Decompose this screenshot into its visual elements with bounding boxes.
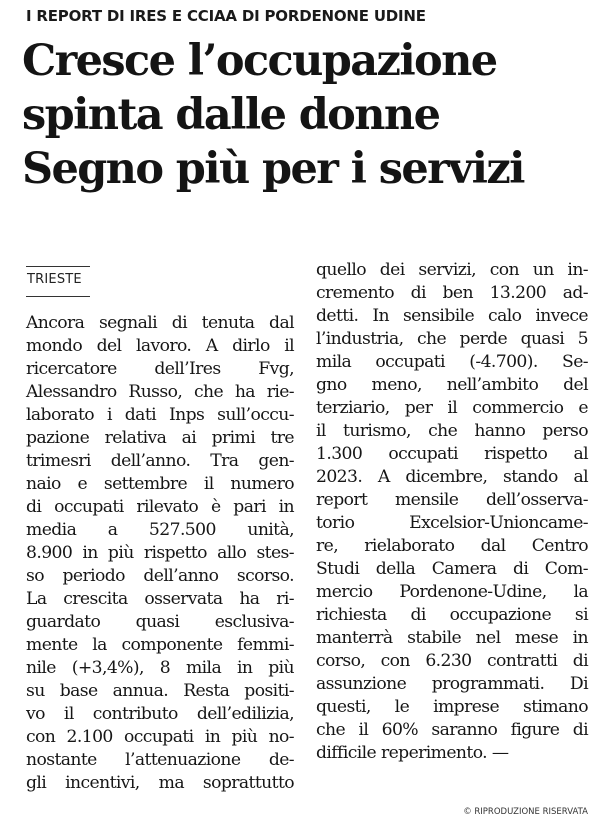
body-line: 2023. A dicembre, stando al: [316, 467, 588, 487]
article-kicker: I REPORT DI IRES E CCIAA DI PORDENONE UDINE: [26, 7, 426, 25]
body-line: detti. In sensibile calo invece: [316, 306, 588, 326]
body-line: re, rielaborato dal Centro: [316, 536, 588, 556]
body-line: Ancora segnali di tenuta dal: [26, 313, 294, 333]
body-line: manterrà stabile nel mese in: [316, 628, 588, 648]
body-line: con 2.100 occupati in più no-: [26, 727, 294, 747]
body-line: gli incentivi, ma soprattutto: [26, 773, 294, 793]
body-line: Alessandro Russo, che ha rie-: [26, 382, 294, 402]
body-line: mondo del lavoro. A dirlo il: [26, 336, 294, 356]
body-line: vo il contributo dell’edilizia,: [26, 704, 294, 724]
dateline-rule-top: [26, 266, 90, 267]
article-column-right: [316, 259, 588, 765]
body-line: ricercatore dell’Ires Fvg,: [26, 359, 294, 379]
body-line: naio e settembre il numero: [26, 474, 294, 494]
body-line: 8.900 in più rispetto allo stes-: [26, 543, 294, 563]
dateline: TRIESTE: [27, 272, 82, 287]
body-line: nostante l’attenuazione de-: [26, 750, 294, 770]
headline-line-2: spinta dalle donne: [22, 90, 440, 140]
body-line: laborato i dati Inps sull’occu-: [26, 405, 294, 425]
body-line: pazione relativa ai primi tre: [26, 428, 294, 448]
body-line: corso, con 6.230 contratti di: [316, 651, 588, 671]
body-line: di occupati rilevato è pari in: [26, 497, 294, 517]
body-line: mila occupati (-4.700). Se-: [316, 352, 588, 372]
body-line: richiesta di occupazione si: [316, 605, 588, 625]
body-line: 1.300 occupati rispetto al: [316, 444, 588, 464]
body-line: mente la componente femmi-: [26, 635, 294, 655]
body-line: so periodo dell’anno scorso.: [26, 566, 294, 586]
body-line: questi, le imprese stimano: [316, 697, 588, 717]
article-headline: [22, 34, 607, 196]
body-line: cremento di ben 13.200 ad-: [316, 283, 588, 303]
body-line: terziario, per il commercio e: [316, 398, 588, 418]
body-line: La crescita osservata ha ri-: [26, 589, 294, 609]
dateline-rule-bottom: [26, 296, 90, 297]
body-line: che il 60% saranno figure di: [316, 720, 588, 740]
body-line: quello dei servizi, con un in-: [316, 260, 588, 280]
body-line: difficile reperimento. —: [316, 743, 509, 763]
body-line: mercio Pordenone-Udine, la: [316, 582, 588, 602]
body-line: guardato quasi esclusiva-: [26, 612, 294, 632]
body-line: su base annua. Resta positi-: [26, 681, 294, 701]
body-line: assunzione programmati. Di: [316, 674, 588, 694]
headline-line-1: Cresce l’occupazione: [22, 36, 497, 86]
body-line: l’industria, che perde quasi 5: [316, 329, 588, 349]
body-line: nile (+3,4%), 8 mila in più: [26, 658, 294, 678]
body-line: media a 527.500 unità,: [26, 520, 294, 540]
body-line: torio Excelsior-Unioncame-: [316, 513, 588, 533]
body-line: trimesri dell’anno. Tra gen-: [26, 451, 294, 471]
article-column-left: [26, 312, 294, 795]
headline-line-3: Segno più per i servizi: [22, 144, 524, 194]
body-line: il turismo, che hanno perso: [316, 421, 588, 441]
body-line: report mensile dell’osserva-: [316, 490, 588, 510]
body-line: gno meno, nell’ambito del: [316, 375, 588, 395]
body-line: Studi della Camera di Com-: [316, 559, 588, 579]
copyright-notice: © RIPRODUZIONE RISERVATA: [463, 807, 588, 817]
